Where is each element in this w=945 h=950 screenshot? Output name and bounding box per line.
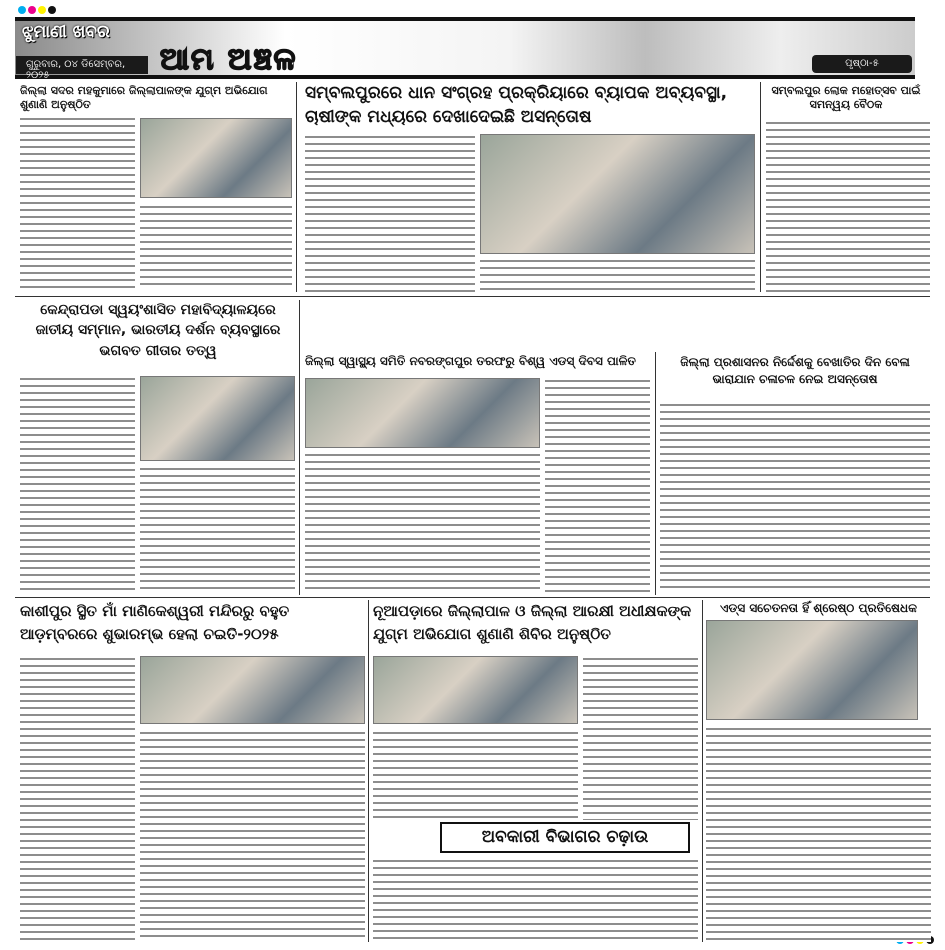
headline: ଜିଲ୍ଲା ସ୍ୱାସ୍ଥ୍ୟ ସମିତି ନବରଙ୍ଗପୁର ତରଫରୁ ବିଶ୍ୱ ଏଡସ୍ ଦିବସ ପାଳିତ (305, 354, 653, 369)
headline: ଜିଲ୍ଲା ପ୍ରଶାସନର ନିର୍ଦ୍ଦେଶକୁ ବେଖାତିର ଦିନ ବେଳା ଭାରାଯାନ ଚଳାଚଳ ନେଇ ଅସନ୍ତୋଷ (660, 354, 930, 389)
cmyk-dot (38, 6, 46, 14)
article-body (20, 116, 135, 290)
article-body (373, 730, 578, 820)
article-photo (140, 118, 292, 198)
article-body (766, 120, 930, 292)
article-body (706, 726, 931, 942)
article-photo (140, 376, 295, 461)
article-photo (373, 656, 578, 724)
row-rule (15, 296, 930, 297)
headline-boxed: ଅବକାରୀ ବିଭାଗର ଚଢ଼ାଉ (440, 822, 690, 853)
article-photo (140, 656, 365, 724)
cmyk-dot (28, 6, 36, 14)
headline: ଜିଲ୍ଲା ସଦର ମହକୁମାରେ ଜିଲ୍ଲାପାଳଙ୍କ ଯୁଗ୍ମ ଅଭିଯୋଗ ଶୁଣାଣି ଅନୁଷ୍ଠିତ (20, 84, 294, 112)
issue-date: ଗୁରୁବାର, ୦୪ ଡିସେମ୍ବର, ୨୦୨୫ (16, 56, 148, 74)
column-rule (296, 82, 297, 292)
paper-name: ଝୁମାଣୀ ଖବର (22, 22, 110, 42)
article-body (140, 204, 292, 290)
page-number: ପୃଷ୍ଠା-୫ (812, 55, 912, 73)
headline: କାଶୀପୁର ସ୍ଥିତ ମାଁ ମାଣିକେଶ୍ୱରୀ ମନ୍ଦିରରୁ ବହୁତ ଆଡ଼ମ୍ବରରେ ଶୁଭାରମ୍ଭ ହେଲା ଚଇତି-୨୦୨୫ (20, 600, 365, 645)
article-body (20, 656, 135, 942)
article-photo (706, 620, 918, 720)
headline: ସମ୍ବଲପୁର ଲୋକ ମହୋତ୍ସବ ପାଇଁ ସମନ୍ୱୟ ବୈଠକ (766, 84, 926, 112)
column-rule (299, 300, 300, 595)
article-body (140, 466, 295, 592)
article-body (583, 656, 698, 820)
column-rule (702, 600, 703, 942)
headline: ସମ୍ବଲପୁରରେ ଧାନ ସଂଗ୍ରହ ପ୍ରକ୍ରିୟାରେ ବ୍ୟାପକ ଅବ୍ୟବସ୍ଥା, ଚାଷୀଙ୍କ ମଧ୍ୟରେ ଦେଖାଦେଇଛି ଅସନ୍ତୋଷ (305, 82, 755, 130)
headline: ନୂଆପଡ଼ାରେ ଜିଲ୍ଲାପାଳ ଓ ଜିଲ୍ଲା ଆରକ୍ଷୀ ଅଧୀକ୍ଷକଙ୍କ ଯୁଗ୍ମ ଅଭିଯୋଗ ଶୁଣାଣି ଶିବିର ଅନୁଷ୍ଠିତ (373, 600, 698, 645)
article-photo (305, 378, 540, 448)
column-rule (368, 600, 369, 942)
headline: ଏଡ୍ସ ସଚେତନତା ହିଁ ଶ୍ରେଷ୍ଠ ପ୍ରତିଷେଧକ (706, 601, 931, 616)
column-rule (760, 82, 761, 292)
cmyk-dot (18, 6, 26, 14)
article-body (373, 858, 698, 942)
article-body (305, 134, 475, 294)
article-body (305, 452, 540, 592)
cmyk-marks (18, 6, 56, 14)
headline: କେନ୍ଦ୍ରାପଡା ସ୍ୱୟଂଶାସିତ ମହାବିଦ୍ୟାଳୟରେ ଜାତୀୟ ସମ୍ମାନ, ଭାରତୀୟ ଦର୍ଶନ ବ୍ୟବସ୍ଥାରେ ଭଗବତ ଗୀତାର ତତ୍ୱ (20, 300, 296, 361)
article-body (660, 402, 930, 592)
section-title: ଆମ ଅଞ୍ଚଳ (160, 42, 298, 77)
cmyk-dot (48, 6, 56, 14)
article-body (545, 378, 650, 592)
row-rule (15, 597, 930, 598)
masthead-banner (15, 17, 915, 79)
article-body (480, 258, 755, 294)
article-photo (480, 134, 755, 254)
article-body (20, 376, 135, 592)
article-body (140, 730, 365, 942)
column-rule (655, 352, 656, 595)
